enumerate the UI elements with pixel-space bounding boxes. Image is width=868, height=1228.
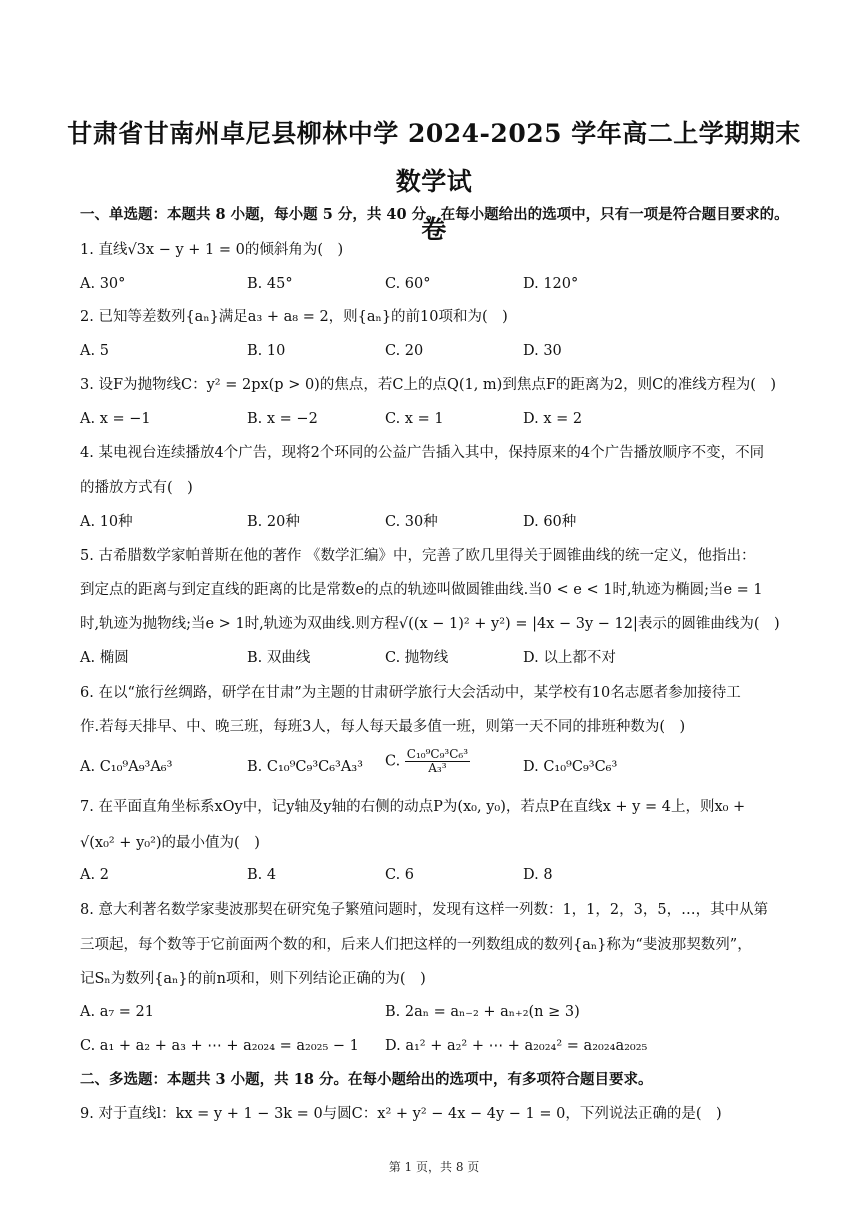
q2-option-b: B. 10 <box>247 343 286 359</box>
q4-option-d: D. 60种 <box>523 514 577 530</box>
q3-option-c: C. x = 1 <box>385 411 444 427</box>
q6-option-c-fraction <box>405 748 470 775</box>
q8-option-d: D. a₁² + a₂² + ⋯ + a₂₀₂₄² = a₂₀₂₄a₂₀₂₅ <box>385 1038 648 1054</box>
title-line-1: 甘肃省甘南州卓尼县柳林中学 2024-2025 学年高二上学期期末数学试 <box>67 119 801 196</box>
q8-option-b: B. 2aₙ = aₙ₋₂ + aₙ₊₂(n ≥ 3) <box>385 1004 580 1020</box>
question-4-line-2: 的播放方式有( ) <box>80 480 193 496</box>
q5-option-c: C. 抛物线 <box>385 650 449 666</box>
question-3: 3. 设F为抛物线C：y² = 2px(p > 0)的焦点，若C上的点Q(1, m)到焦点F的距离为2，则C的准线方程为( ) <box>80 377 777 393</box>
question-2: 2. 已知等差数列{aₙ}满足a₃ + a₈ = 2，则{aₙ}的前10项和为( ) <box>80 309 508 325</box>
question-5-line-2: 到定点的距离与到定直线的距离的比是常数e的点的轨迹叫做圆锥曲线.当0 < e < 1时,轨迹为椭圆;当e = 1 <box>80 582 763 598</box>
fraction-numerator: C₁₀⁹C₉³C₆³ <box>406 747 469 761</box>
q1-option-b: B. 45° <box>247 276 293 292</box>
q7-option-c: C. 6 <box>385 867 415 883</box>
q1-option-a: A. 30° <box>80 276 126 292</box>
q6-option-c <box>385 748 470 775</box>
q8-option-a: A. a₇ = 21 <box>80 1004 154 1020</box>
q5-option-a: A. 椭圆 <box>80 650 129 666</box>
question-8-line-3: 记Sₙ为数列{aₙ}的前n项和，则下列结论正确的为( ) <box>80 971 426 987</box>
page-title <box>60 110 808 254</box>
section-heading-single-choice: 一、单选题：本题共 8 小题，每小题 5 分，共 40 分。在每小题给出的选项中，只有一项是符合题目要求的。 <box>80 206 789 223</box>
question-1: 1. 直线√3x − y + 1 = 0的倾斜角为( ) <box>80 242 344 258</box>
question-8-line-2: 三项起，每个数等于它前面两个数的和，后来人们把这样的一列数组成的数列{aₙ}称为“斐波那契数列”， <box>80 937 752 953</box>
q3-option-a: A. x = −1 <box>80 411 151 427</box>
q3-option-d: D. x = 2 <box>523 411 583 427</box>
q7-option-a: A. 2 <box>80 867 109 883</box>
q2-option-d: D. 30 <box>523 343 562 359</box>
q1-option-d: D. 120° <box>523 276 579 292</box>
q6-option-c-label: C. <box>385 753 401 770</box>
q6-option-d: D. C₁₀⁹C₉³C₆³ <box>523 759 618 775</box>
question-6-line-2: 作.若每天排早、中、晚三班，每班3人，每人每天最多值一班，则第一天不同的排班种数为( ) <box>80 719 686 735</box>
question-7-line-1: 7. 在平面直角坐标系xOy中，记y轴及y轴的右侧的动点P为(x₀, y₀)，若点P在直线x + y = 4上，则x₀ + <box>80 799 746 815</box>
question-8-line-1: 8. 意大利著名数学家斐波那契在研究兔子繁殖问题时，发现有这样一列数：1，1，2，3，5，…，其中从第 <box>80 902 769 918</box>
q5-option-b: B. 双曲线 <box>247 650 311 666</box>
q7-option-d: D. 8 <box>523 867 553 883</box>
q4-option-c: C. 30种 <box>385 514 438 530</box>
q2-option-a: A. 5 <box>80 343 109 359</box>
q6-option-b: B. C₁₀⁹C₉³C₆³A₃³ <box>247 759 363 775</box>
page-footer: 第 1 页，共 8 页 <box>388 1160 480 1174</box>
question-5-line-3: 时,轨迹为抛物线;当e > 1时,轨迹为双曲线.则方程√((x − 1)² + y²) = |4x − 3y − 12|表示的圆锥曲线为( ) <box>80 616 780 632</box>
q5-option-d: D. 以上都不对 <box>523 650 616 666</box>
section-heading-multiple-choice: 二、多选题：本题共 3 小题，共 18 分。在每小题给出的选项中，有多项符合题目要求。 <box>80 1071 653 1088</box>
question-9: 9. 对于直线l：kx = y + 1 − 3k = 0与圆C：x² + y² − 4x − 4y − 1 = 0，下列说法正确的是( ) <box>80 1106 722 1122</box>
q3-option-b: B. x = −2 <box>247 411 318 427</box>
q8-option-c: C. a₁ + a₂ + a₃ + ⋯ + a₂₀₂₄ = a₂₀₂₅ − 1 <box>80 1038 359 1054</box>
q4-option-a: A. 10种 <box>80 514 133 530</box>
question-7-line-2: √(x₀² + y₀²)的最小值为( ) <box>80 835 260 851</box>
q2-option-c: C. 20 <box>385 343 424 359</box>
q4-option-b: B. 20种 <box>247 514 300 530</box>
q6-option-a: A. C₁₀⁹A₉³A₆³ <box>80 759 173 775</box>
question-4-line-1: 4. 某电视台连续播放4个广告，现将2个环同的公益广告插入其中，保持原来的4个广告播放顺序不变，不同 <box>80 445 765 461</box>
title-line-2: 卷 <box>421 215 447 244</box>
question-5-line-1: 5. 古希腊数学家帕普斯在他的著作 《数学汇编》中，完善了欧几里得关于圆锥曲线的统一定义，他指出： <box>80 548 756 564</box>
question-6-line-1: 6. 在以“旅行丝绸路，研学在甘肃”为主题的甘肃研学旅行大会活动中，某学校有10名志愿者参加接待工 <box>80 685 741 701</box>
fraction-denominator: A₃³ <box>428 761 447 775</box>
q7-option-b: B. 4 <box>247 867 277 883</box>
q1-option-c: C. 60° <box>385 276 431 292</box>
